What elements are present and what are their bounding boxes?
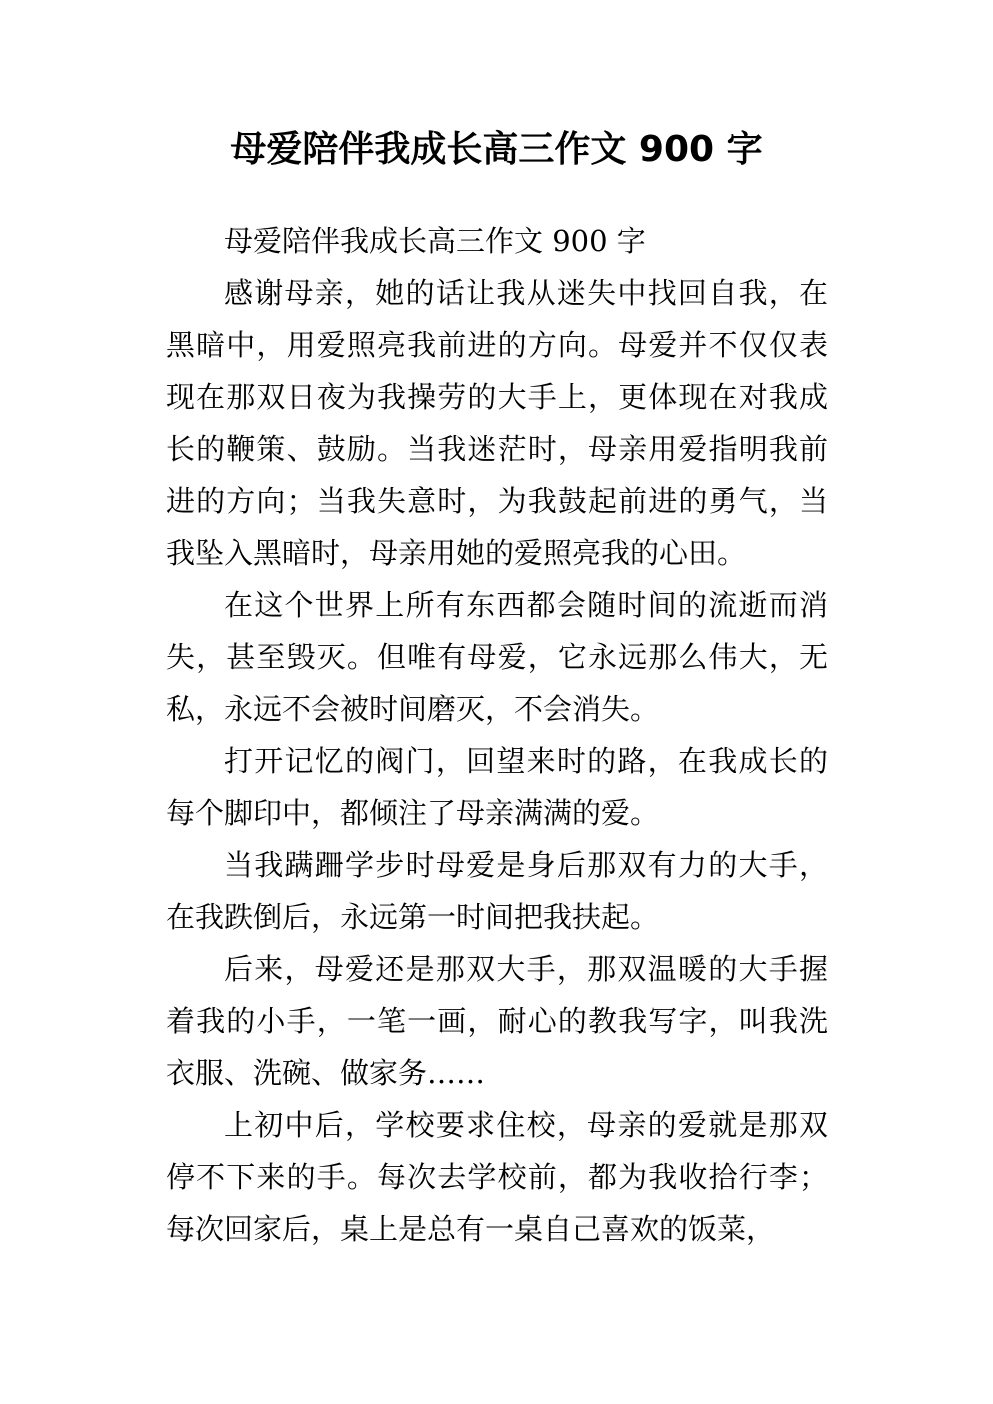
paragraph: 感谢母亲，她的话让我从迷失中找回自我，在黑暗中，用爱照亮我前进的方向。母爱并不仅仅表现在那双日夜为我操劳的大手上，更体现在对我成长的鞭策、鼓励。当我迷茫时，母亲用爱指明我前进的方向；当我失意时，为我鼓起前进的勇气，当我坠入黑暗时，母亲用她的爱照亮我的心田。 bbox=[166, 276, 828, 570]
paragraph: 打开记忆的阀门，回望来时的路，在我成长的每个脚印中，都倾注了母亲满满的爱。 bbox=[166, 744, 828, 830]
paragraph-subtitle: 母爱陪伴我成长高三作文 900 字 bbox=[224, 224, 646, 258]
paragraph: 上初中后，学校要求住校，母亲的爱就是那双停不下来的手。每次去学校前，都为我收拾行李；每次回家后，桌上是总有一桌自己喜欢的饭菜， bbox=[166, 1108, 828, 1246]
document-body bbox=[166, 215, 828, 1255]
paragraph: 当我蹒跚学步时母爱是身后那双有力的大手，在我跌倒后，永远第一时间把我扶起。 bbox=[166, 848, 828, 934]
document-title: 母爱陪伴我成长高三作文 900 字 bbox=[230, 129, 763, 170]
paragraph: 在这个世界上所有东西都会随时间的流逝而消失，甚至毁灭。但唯有母爱，它永远那么伟大，无私，永远不会被时间磨灭，不会消失。 bbox=[166, 588, 828, 726]
paragraph: 后来，母爱还是那双大手，那双温暖的大手握着我的小手，一笔一画，耐心的教我写字，叫我洗衣服、洗碗、做家务…… bbox=[166, 952, 828, 1090]
